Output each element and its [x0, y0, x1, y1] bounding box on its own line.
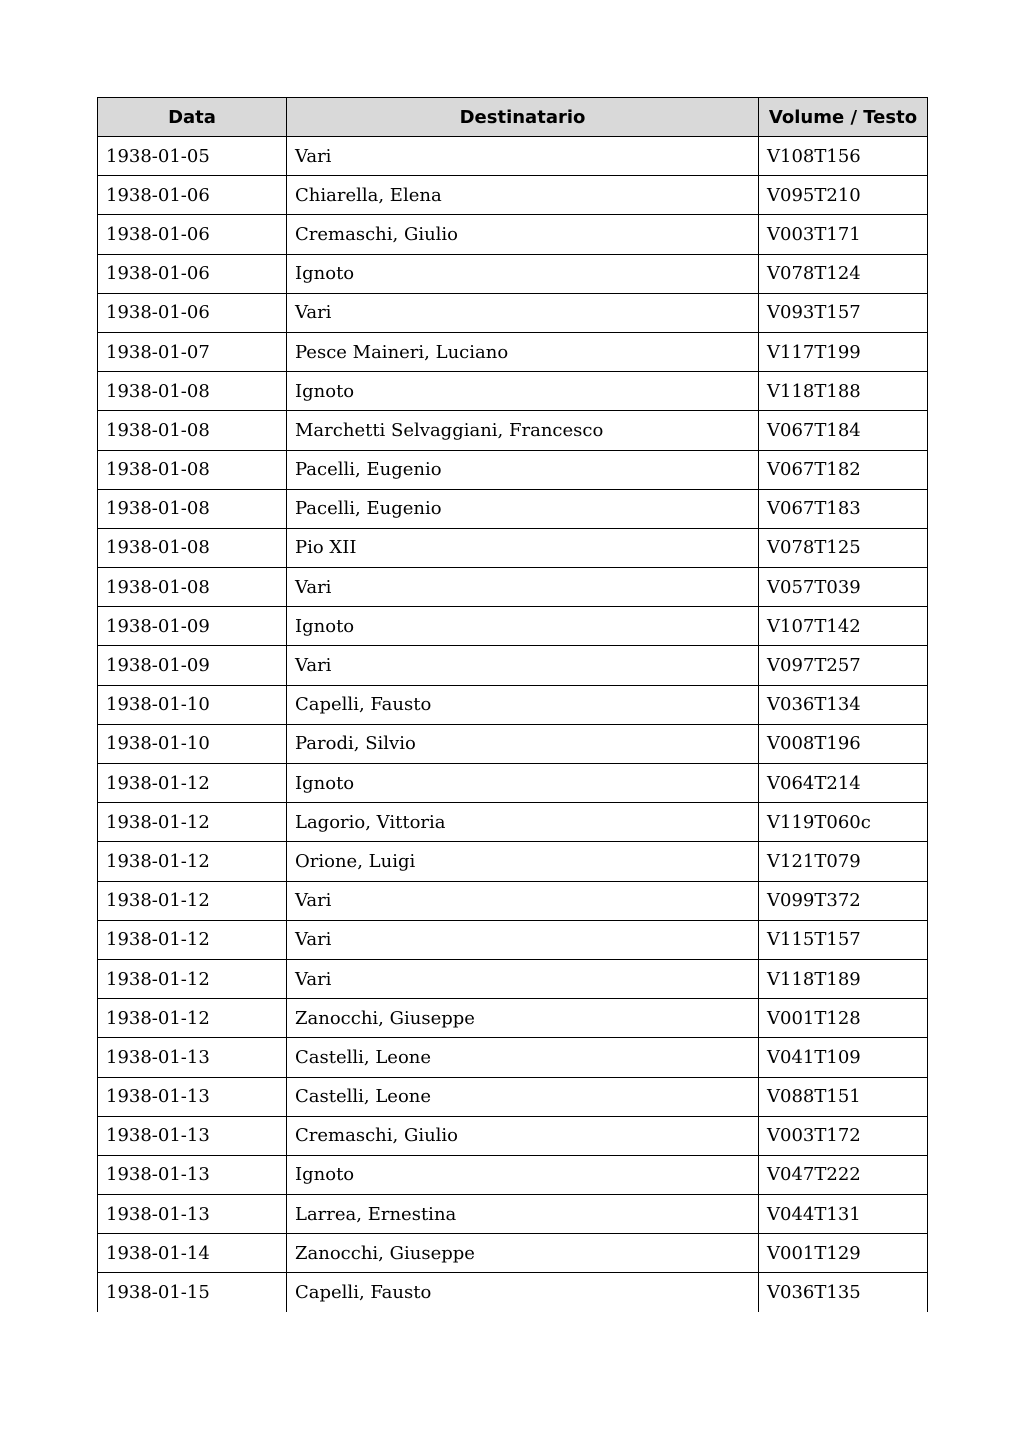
cell-data: 1938-01-12: [98, 999, 287, 1038]
cell-data: 1938-01-07: [98, 332, 287, 371]
cell-volume-testo: V099T372: [759, 881, 928, 920]
cell-volume-testo: V095T210: [759, 176, 928, 215]
cell-volume-testo: V008T196: [759, 724, 928, 763]
table-row: [98, 959, 928, 998]
cell-destinatario: Ignoto: [287, 254, 759, 293]
cell-volume-testo: V041T109: [759, 1038, 928, 1077]
table-header: [98, 98, 928, 137]
cell-volume-testo: V067T182: [759, 450, 928, 489]
cell-data: 1938-01-12: [98, 764, 287, 803]
table-row: [98, 1038, 928, 1077]
cell-data: 1938-01-13: [98, 1038, 287, 1077]
cell-data: 1938-01-10: [98, 724, 287, 763]
cell-destinatario: Ignoto: [287, 372, 759, 411]
header-volume-testo: Volume / Testo: [759, 98, 928, 137]
cell-data: 1938-01-12: [98, 959, 287, 998]
cell-destinatario: Vari: [287, 920, 759, 959]
table-row: [98, 411, 928, 450]
cell-volume-testo: V047T222: [759, 1155, 928, 1194]
cell-destinatario: Capelli, Fausto: [287, 1273, 759, 1312]
cell-destinatario: Larrea, Ernestina: [287, 1195, 759, 1234]
cell-destinatario: Ignoto: [287, 764, 759, 803]
cell-data: 1938-01-05: [98, 137, 287, 176]
table-row: [98, 489, 928, 528]
cell-data: 1938-01-06: [98, 176, 287, 215]
cell-data: 1938-01-13: [98, 1155, 287, 1194]
table-row: [98, 724, 928, 763]
cell-volume-testo: V064T214: [759, 764, 928, 803]
cell-data: 1938-01-06: [98, 215, 287, 254]
cell-data: 1938-01-08: [98, 568, 287, 607]
cell-data: 1938-01-14: [98, 1234, 287, 1273]
cell-volume-testo: V121T079: [759, 842, 928, 881]
header-row: [98, 98, 928, 137]
cell-data: 1938-01-12: [98, 881, 287, 920]
cell-volume-testo: V097T257: [759, 646, 928, 685]
cell-volume-testo: V003T172: [759, 1116, 928, 1155]
cell-volume-testo: V001T128: [759, 999, 928, 1038]
cell-volume-testo: V003T171: [759, 215, 928, 254]
cell-destinatario: Vari: [287, 568, 759, 607]
cell-destinatario: Marchetti Selvaggiani, Francesco: [287, 411, 759, 450]
cell-data: 1938-01-13: [98, 1195, 287, 1234]
cell-destinatario: Capelli, Fausto: [287, 685, 759, 724]
table-row: [98, 920, 928, 959]
table-row: [98, 1155, 928, 1194]
table-body: [98, 137, 928, 1313]
table-row: [98, 1273, 928, 1312]
cell-destinatario: Ignoto: [287, 1155, 759, 1194]
table-row: [98, 842, 928, 881]
cell-destinatario: Chiarella, Elena: [287, 176, 759, 215]
cell-data: 1938-01-09: [98, 646, 287, 685]
cell-destinatario: Pacelli, Eugenio: [287, 450, 759, 489]
cell-volume-testo: V118T189: [759, 959, 928, 998]
table-row: [98, 372, 928, 411]
cell-data: 1938-01-08: [98, 372, 287, 411]
cell-volume-testo: V107T142: [759, 607, 928, 646]
cell-data: 1938-01-09: [98, 607, 287, 646]
cell-volume-testo: V093T157: [759, 293, 928, 332]
cell-data: 1938-01-08: [98, 489, 287, 528]
header-data: Data: [98, 98, 287, 137]
table-row: [98, 1234, 928, 1273]
cell-data: 1938-01-13: [98, 1077, 287, 1116]
document-page: [97, 97, 927, 1312]
table-row: [98, 332, 928, 371]
cell-volume-testo: V115T157: [759, 920, 928, 959]
cell-destinatario: Vari: [287, 646, 759, 685]
cell-data: 1938-01-15: [98, 1273, 287, 1312]
cell-volume-testo: V088T151: [759, 1077, 928, 1116]
table-row: [98, 881, 928, 920]
cell-volume-testo: V118T188: [759, 372, 928, 411]
cell-volume-testo: V078T125: [759, 528, 928, 567]
table-row: [98, 1195, 928, 1234]
cell-destinatario: Pesce Maineri, Luciano: [287, 332, 759, 371]
table-row: [98, 646, 928, 685]
cell-data: 1938-01-08: [98, 411, 287, 450]
table-row: [98, 528, 928, 567]
table-row: [98, 803, 928, 842]
table-row: [98, 1116, 928, 1155]
table-row: [98, 137, 928, 176]
cell-data: 1938-01-13: [98, 1116, 287, 1155]
cell-destinatario: Castelli, Leone: [287, 1077, 759, 1116]
cell-data: 1938-01-08: [98, 450, 287, 489]
cell-volume-testo: V117T199: [759, 332, 928, 371]
table-row: [98, 450, 928, 489]
cell-data: 1938-01-12: [98, 803, 287, 842]
cell-volume-testo: V067T184: [759, 411, 928, 450]
header-destinatario: Destinatario: [287, 98, 759, 137]
cell-destinatario: Parodi, Silvio: [287, 724, 759, 763]
cell-destinatario: Orione, Luigi: [287, 842, 759, 881]
cell-volume-testo: V044T131: [759, 1195, 928, 1234]
table-row: [98, 764, 928, 803]
cell-destinatario: Vari: [287, 881, 759, 920]
cell-data: 1938-01-06: [98, 254, 287, 293]
cell-destinatario: Zanocchi, Giuseppe: [287, 999, 759, 1038]
cell-data: 1938-01-06: [98, 293, 287, 332]
cell-destinatario: Ignoto: [287, 607, 759, 646]
table-row: [98, 607, 928, 646]
table-row: [98, 215, 928, 254]
table-row: [98, 254, 928, 293]
cell-volume-testo: V057T039: [759, 568, 928, 607]
cell-volume-testo: V001T129: [759, 1234, 928, 1273]
cell-destinatario: Vari: [287, 137, 759, 176]
cell-destinatario: Zanocchi, Giuseppe: [287, 1234, 759, 1273]
table-row: [98, 1077, 928, 1116]
table-row: [98, 685, 928, 724]
cell-data: 1938-01-12: [98, 842, 287, 881]
cell-destinatario: Vari: [287, 959, 759, 998]
table-row: [98, 293, 928, 332]
cell-volume-testo: V067T183: [759, 489, 928, 528]
cell-volume-testo: V036T135: [759, 1273, 928, 1312]
cell-volume-testo: V119T060c: [759, 803, 928, 842]
cell-data: 1938-01-10: [98, 685, 287, 724]
cell-data: 1938-01-12: [98, 920, 287, 959]
table-row: [98, 568, 928, 607]
cell-volume-testo: V078T124: [759, 254, 928, 293]
table-row: [98, 176, 928, 215]
cell-destinatario: Castelli, Leone: [287, 1038, 759, 1077]
cell-destinatario: Pacelli, Eugenio: [287, 489, 759, 528]
cell-destinatario: Vari: [287, 293, 759, 332]
cell-destinatario: Cremaschi, Giulio: [287, 1116, 759, 1155]
cell-volume-testo: V036T134: [759, 685, 928, 724]
cell-destinatario: Lagorio, Vittoria: [287, 803, 759, 842]
letters-table: [97, 97, 928, 1312]
cell-destinatario: Pio XII: [287, 528, 759, 567]
cell-destinatario: Cremaschi, Giulio: [287, 215, 759, 254]
cell-data: 1938-01-08: [98, 528, 287, 567]
cell-volume-testo: V108T156: [759, 137, 928, 176]
table-row: [98, 999, 928, 1038]
